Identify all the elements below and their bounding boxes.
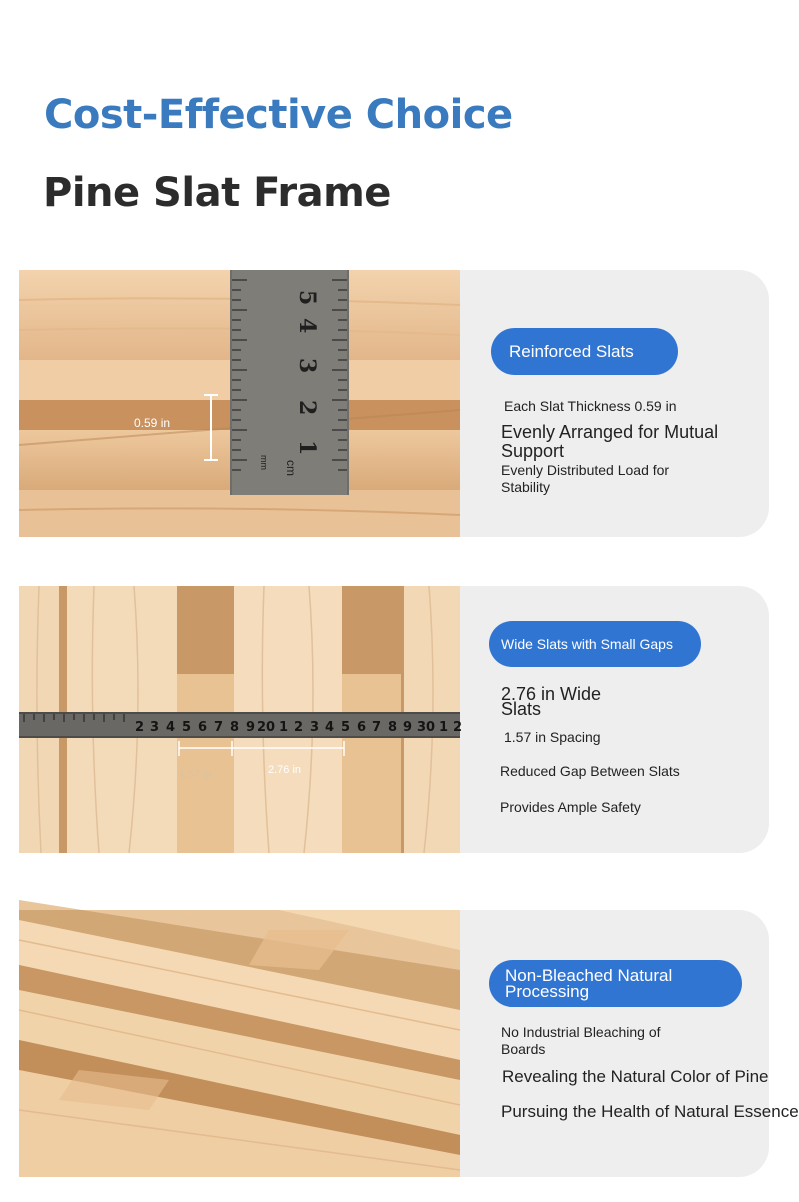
- feature-text: Reduced Gap Between Slats: [500, 763, 680, 779]
- tape-number: 30: [417, 720, 436, 735]
- feature-card-natural: [19, 910, 799, 1177]
- ruler-number: 1: [294, 440, 320, 456]
- slat-thickness-photo: [19, 270, 460, 537]
- natural-processing-badge: [489, 960, 742, 1007]
- tape-number: 1: [439, 720, 449, 735]
- tape-number: 3: [150, 720, 160, 735]
- feature-text: Stability: [501, 479, 551, 495]
- tape-number: 8: [388, 720, 398, 735]
- ruler-unit-cm: cm: [284, 460, 298, 476]
- feature-card-wide-slats: [19, 586, 769, 853]
- badge-label: Non-Bleached Natural: [505, 965, 673, 985]
- page-title: Cost-Effective Choice: [44, 92, 513, 138]
- spacing-label: 1.57 in: [179, 769, 213, 781]
- thickness-label: 0.59 in: [134, 416, 171, 430]
- feature-text: Evenly Arranged for Mutual: [501, 422, 719, 442]
- tape-number: 5: [182, 720, 192, 735]
- tape-number: 4: [166, 720, 176, 735]
- tape-number: 2: [135, 720, 145, 735]
- badge-label: Processing: [505, 981, 590, 1001]
- width-label: 2.76 in: [268, 764, 302, 776]
- feature-text: Pursuing the Health of Natural Essence: [501, 1102, 799, 1121]
- badge-label: Reinforced Slats: [509, 341, 634, 361]
- ruler-unit-mm: mm: [259, 455, 269, 470]
- badge-label: Wide Slats with Small Gaps: [501, 636, 673, 652]
- reinforced-slats-badge: [491, 328, 678, 375]
- tape-number: 9: [403, 720, 413, 735]
- feature-text: Provides Ample Safety: [500, 799, 641, 815]
- ruler-number: 4: [294, 318, 320, 334]
- tape-number: 2: [294, 720, 304, 735]
- tape-number: 3: [310, 720, 320, 735]
- feature-text: Support: [501, 441, 565, 461]
- tape-number: 7: [372, 720, 382, 735]
- tape-number: 9: [246, 720, 256, 735]
- feature-card-reinforced: [19, 270, 769, 537]
- natural-wood-photo: [19, 910, 460, 1177]
- feature-text: Each Slat Thickness 0.59 in: [504, 398, 677, 414]
- feature-text: No Industrial Bleaching of: [501, 1024, 661, 1040]
- tape-number: 6: [357, 720, 367, 735]
- feature-text: Slats: [501, 699, 542, 719]
- wide-slats-badge: [489, 621, 701, 667]
- feature-text: Revealing the Natural Color of Pine: [502, 1067, 769, 1086]
- feature-text: 1.57 in Spacing: [504, 729, 601, 745]
- tape-number: 5: [341, 720, 351, 735]
- feature-text: Evenly Distributed Load for: [501, 462, 670, 478]
- feature-text: 2.76 in Wide: [501, 684, 602, 704]
- tape-number: 4: [325, 720, 335, 735]
- ruler-number: 5: [294, 290, 320, 306]
- tape-number: 20: [257, 720, 276, 735]
- tape-number: 8: [230, 720, 240, 735]
- tape-number: 2: [453, 720, 463, 735]
- tape-number: 7: [214, 720, 224, 735]
- ruler-number: 3: [294, 358, 320, 374]
- slat-width-photo: [19, 586, 463, 853]
- page-subtitle: Pine Slat Frame: [43, 170, 391, 216]
- ruler-number: 2: [294, 400, 320, 416]
- tape-number: 1: [279, 720, 289, 735]
- feature-text: Boards: [501, 1041, 546, 1057]
- tape-number: 6: [198, 720, 208, 735]
